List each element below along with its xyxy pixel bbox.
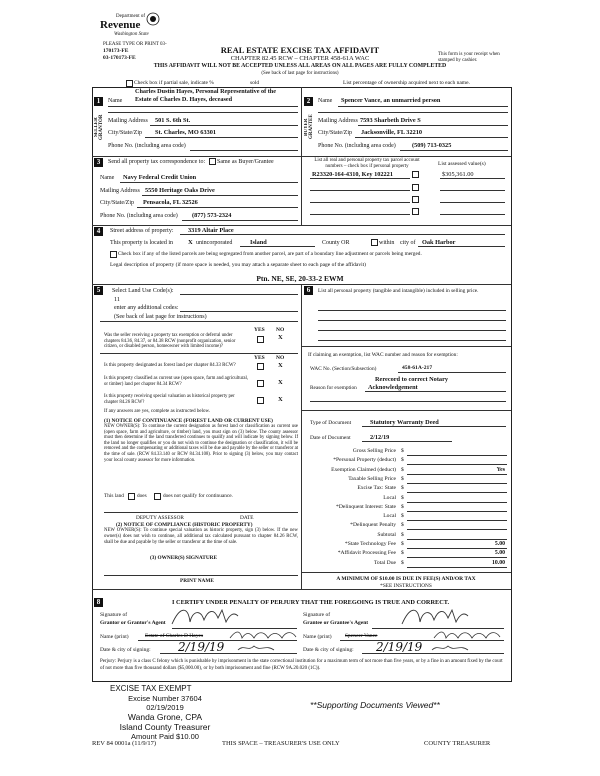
corr-mailing-label: Mailing Address — [100, 188, 140, 194]
grantor-print-scribble — [228, 628, 298, 642]
fee-table — [301, 444, 511, 569]
doc-date: 2/12/19 — [370, 434, 390, 441]
corr-name-label: Name — [100, 175, 115, 181]
doc-date-label: Date of Document — [310, 435, 351, 441]
no-header-1: NO — [276, 327, 285, 333]
fee-underline — [407, 492, 507, 493]
section-8-number: 8 — [94, 598, 103, 607]
reason-line2: Acknowledgement — [368, 384, 418, 391]
rev-number: REV 84 0001a (11/9/17) — [92, 740, 157, 747]
grantee-date: 2/19/19 — [376, 640, 423, 654]
section-4-number: 4 — [94, 227, 103, 236]
reason-line1: Rerecord to correct Notary — [375, 376, 449, 383]
fee-currency: $ — [401, 448, 404, 454]
parcel-header: List all real and personal property tax parcel account numbers – check box if personal property — [314, 158, 420, 169]
fee-underline — [407, 548, 507, 549]
q1-text: Was the seller receiving a property tax exemption or deferral under chapters 84.36, 84.37, or 84.38 RCW (nonprofit organization, senior citizen, or disabled person, homeowner with limited income)? — [104, 333, 236, 349]
form-see-back: (See back of last page for instructions) — [261, 71, 339, 76]
segregated-checkbox[interactable] — [110, 251, 117, 258]
fee-underline — [407, 520, 507, 521]
supporting-docs-note: **Supporting Documents Viewed** — [310, 700, 440, 710]
buyer-side-label — [304, 110, 314, 144]
fee-currency: $ — [401, 466, 404, 473]
grantee-sig-label1: Signature of — [303, 612, 331, 618]
grantor-name-label: Name (print) — [100, 634, 129, 640]
section-6-number: 6 — [304, 286, 313, 295]
receipt-note: This form is your receipt when stamped by cashier. — [438, 52, 500, 63]
q2-text: Is this property designated as forest land per chapter 84.33 RCW? — [104, 363, 236, 368]
legal-desc: Ptn. NE, SE, 20-33-2 EWM — [256, 274, 344, 283]
seller-name-label: Name — [108, 98, 123, 104]
compliance-title: (2) NOTICE OF COMPLIANCE (HISTORIC PROPERTY) — [116, 522, 253, 528]
yes-header-2: YES — [254, 355, 265, 361]
grantee-city-scribble — [430, 642, 470, 654]
wac-value: 458-61A-217 — [402, 365, 433, 371]
q4-answer: X — [278, 396, 283, 403]
exemption-claim-text: If claiming an exemption, list WAC number and reason for exemption: — [308, 352, 458, 358]
yes-header-1: YES — [254, 327, 265, 333]
grantor-signature-scribble — [170, 604, 240, 630]
land-use-see-back: (See back of last page for instructions) — [114, 314, 207, 320]
grantor-sig-label1: Signature of — [100, 612, 128, 618]
buyer-name-label: Name — [318, 98, 333, 104]
fee-underline — [407, 464, 507, 465]
seller-city-label: City/State/Zip — [108, 130, 142, 136]
section-3-number: 3 — [94, 158, 103, 167]
q2-answer: X — [278, 362, 283, 369]
buyer-mailing-label: Mailing Address — [318, 118, 358, 124]
fee-currency: $ — [401, 494, 404, 501]
fee-label: Local — [383, 513, 396, 520]
partial-sale-label: Check box if partial sale, indicate % — [134, 80, 214, 86]
fee-underline — [407, 511, 507, 512]
does-not-label: does not qualify for continuance. — [163, 493, 233, 499]
form-chapter: CHAPTER 82.45 RCW – CHAPTER 458-61A WAC — [230, 55, 370, 62]
assessed-header: List assessed value(s) — [438, 161, 486, 167]
seller-phone-label: Phone No. (including area code) — [108, 143, 186, 149]
city-of-label: city of — [400, 240, 416, 246]
deputy-assessor-label: DEPUTY ASSESSOR — [136, 515, 184, 521]
fee-underline — [407, 567, 507, 568]
no-header-2: NO — [276, 355, 285, 361]
buyer-phone-label: Phone No. (including area code) — [318, 143, 396, 149]
grantor-name: Estate of Charles D Hayes — [145, 633, 204, 639]
fee-underline — [407, 539, 507, 540]
fee-label: *Affidavit Processing Fee — [337, 550, 396, 557]
compliance-text: NEW OWNER(S): To continue special valuation as historic property, sign (3) below. If the new owner(s) does not wish to continue, all additional tax calculated pursuant to chapter 84.26 RCW, shall be due and payable by the seller or transferor at the time of sale. — [104, 528, 298, 545]
parcel-personal-checkbox-2[interactable] — [412, 184, 419, 191]
land-use-code: 11 — [114, 296, 121, 303]
fee-label: Taxable Selling Price — [348, 475, 396, 482]
land-use-label: Select Land Use Code(s): — [112, 288, 174, 294]
same-as-buyer-checkbox[interactable] — [209, 158, 216, 165]
corr-name: Navy Federal Credit Union — [123, 174, 197, 181]
dor-logo — [100, 14, 152, 44]
grantor-date-label: Date & city of signing: — [100, 647, 151, 653]
land-does-label: This land — [104, 493, 124, 499]
buyer-side-label1: BUYER — [304, 118, 309, 136]
fee-value: Yes — [496, 466, 505, 473]
legal-desc-label: Legal description of property (if more space is needed, you may attach a separate sheet to each page of the affidavit) — [110, 262, 366, 268]
seller-side-label — [94, 110, 104, 144]
reason-label: Reason for exemption — [310, 385, 357, 391]
section-5-number: 5 — [94, 286, 103, 295]
grantee-date-label: Date & city of signing: — [303, 647, 354, 653]
q4-yes-checkbox[interactable] — [257, 397, 264, 404]
corr-city-label: City/State/Zip — [100, 200, 134, 206]
does-label: does — [137, 493, 147, 499]
fee-label: *State Technology Fee — [344, 541, 396, 547]
section-2-number: 2 — [304, 97, 313, 106]
q1-yes-checkbox[interactable] — [257, 336, 264, 343]
grantor-sig-label2: Grantor or Grantor's Agent — [100, 620, 166, 626]
corr-phone: (877) 573-2324 — [192, 212, 232, 219]
deputy-date-label: DATE — [240, 515, 254, 521]
seller-side-label1: SELLER — [94, 117, 99, 137]
sold-label: sold — [250, 80, 260, 86]
q4-text: Is this property receiving special valuation as historical property per chapter 84.26 RCW? — [104, 394, 235, 405]
fee-value: 5.00 — [494, 550, 505, 557]
fee-currency: $ — [401, 522, 404, 529]
personal-property-text: List all personal property (tangible and intangible) included in selling price. — [318, 288, 479, 294]
county-value: Island — [250, 239, 267, 246]
fee-underline — [407, 483, 507, 484]
partial-sale-checkbox[interactable] — [126, 80, 133, 87]
stamp-line1: EXCISE TAX EXEMPT — [110, 684, 192, 693]
fee-underline — [407, 455, 507, 456]
q3-text: Is this property classified as current use (open space, farm and agricultural, or timber) land per chapter 84.34 RCW? — [104, 376, 248, 387]
does-not-qualify-checkbox[interactable] — [154, 493, 161, 500]
fee-value: 5.00 — [494, 541, 505, 547]
stamp-line4: Wanda Grone, CPA — [127, 712, 203, 722]
buyer-phone: (509) 713-0325 — [412, 142, 452, 149]
seller-city: St. Charles, MO 63301 — [155, 129, 217, 136]
correspondence-label: Send all property tax correspondence to: — [108, 159, 206, 165]
fee-currency: $ — [401, 559, 404, 566]
owner-signature-label: (3) OWNER(S) SIGNATURE — [150, 555, 217, 561]
stamp-line5: Island County Treasurer — [119, 722, 211, 732]
grantor-city-scribble — [236, 642, 276, 654]
seller-mailing: 501 S. 6th St. — [155, 117, 191, 124]
treasurer-use-only: THIS SPACE – TREASURER'S USE ONLY — [222, 740, 340, 747]
grantee-print-scribble — [432, 628, 502, 642]
form-title: REAL ESTATE EXCISE TAX AFFIDAVIT — [220, 45, 380, 55]
assessed-value: $305,361.00 — [442, 171, 474, 178]
seller-mailing-label: Mailing Address — [108, 118, 148, 124]
wac-label: WAC No. (Section/Subsection) — [310, 366, 377, 372]
unincorporated-label: unincorporated — [196, 240, 233, 246]
fee-label: Subtotal — [377, 531, 396, 538]
corr-city: Pensacola, FL 32526 — [143, 199, 198, 206]
fee-underline — [407, 529, 507, 530]
q3-answer: X — [278, 379, 283, 386]
dor-logo-text3: Washington State — [114, 32, 149, 37]
located-text: This property is located in — [110, 240, 173, 246]
parcel-personal-checkbox-3[interactable] — [412, 196, 419, 203]
fee-label: Total Due — [373, 559, 396, 566]
buyer-mailing: 7593 Sharbeth Drive S — [360, 117, 421, 124]
q1-answer: X — [278, 334, 283, 341]
if-yes-text: If any answers are yes, complete as instructed below. — [104, 409, 211, 414]
print-type-note: PLEASE TYPE OR PRINT 03- — [103, 42, 167, 47]
dor-logo-text1: Department of — [116, 14, 146, 19]
fee-underline — [407, 502, 507, 503]
fee-currency: $ — [401, 550, 404, 557]
minimum-note: A MINIMUM OF $10.00 IS DUE IN FEE(S) AND/OR TAX — [336, 576, 476, 582]
stamp-line2: Excise Number 37604 — [128, 694, 202, 703]
fee-label: Excise Tax: State — [357, 485, 396, 492]
parcel-number: R23320-164-4310, Key 102221 — [312, 171, 393, 178]
continuance-text: NEW OWNER(S): To continue the current designation as forest land or classification as current use (open space, farm and agriculture, or timber) land, you must sign on (3) below. The county assessor must then determine if the land transferred continues to qualify and will indicate by signing below. If the land no longer qualifies or you do not wish to continue the designation or classification, it will be removed and the compensating or additional taxes will be due and payable by the seller or transferor at the time of sale. (RCW 84.33.140 or RCW 84.34.108). Prior to signing (3) below, you may contact your local county assessor for more information. — [104, 424, 298, 463]
grantee-name: Spencer Vance — [345, 633, 378, 639]
fee-currency: $ — [401, 541, 404, 547]
continuance-title: (1) NOTICE OF CONTINUANCE (FOREST LAND OR CURRENT USE) — [104, 418, 273, 424]
buyer-name: Spencer Vance, an unmarried person — [341, 97, 441, 104]
grantee-name-label: Name (print) — [303, 634, 332, 640]
form-warning: THIS AFFIDAVIT WILL NOT BE ACCEPTED UNLESS ALL AREAS ON ALL PAGES ARE FULLY COMPLETED — [153, 63, 447, 69]
fee-label: *Delinquent Interest: State — [336, 503, 396, 510]
segregated-label: Check box if any of the listed parcels are being segregated from another parcel, are part of a boundary line adjustment or parcels being merged. — [118, 251, 422, 257]
buyer-city-label: City/State/Zip — [318, 130, 352, 136]
city-value: Oak Harbor — [422, 239, 456, 246]
section-1-number: 1 — [94, 97, 103, 106]
dor-logo-text2: Revenue — [100, 19, 141, 31]
seller-name: Charles Dustin Hayes, Personal Representative of the — [135, 88, 276, 95]
print-name-label: PRINT NAME — [180, 578, 214, 584]
grantee-sig-label2: Grantee or Grantee's Agent — [303, 620, 369, 626]
form-id1: 170173-FE — [103, 48, 129, 54]
grantee-signature-scribble — [400, 604, 470, 630]
certify-text: I CERTIFY UNDER PENALTY OF PERJURY THAT THE FOREGOING IS TRUE AND CORRECT. — [172, 599, 450, 606]
fee-label: Gross Selling Price — [352, 448, 396, 454]
parcel-personal-checkbox-4[interactable] — [412, 208, 419, 215]
washington-seal-icon — [146, 12, 160, 26]
fee-currency: $ — [401, 485, 404, 492]
fee-label: Local — [383, 494, 396, 501]
seller-side-label2: GRANTOR — [99, 114, 104, 140]
fee-label: Exemption Claimed (deduct) — [331, 466, 396, 473]
corr-mailing: 5550 Heritage Oaks Drive — [145, 187, 215, 194]
located-mark: X — [188, 239, 193, 246]
fee-label: *Personal Property (deduct) — [333, 457, 396, 464]
perjury-text: Perjury: Perjury is a class C felony which is punishable by imprisonment in the state correctional institution for a maximum term of not more than five years, or by a fine in an amount fixed by the court of not more than five thousand dollars ($5,000.00), or by both imprisonment and fine (RCW 9A.20.020 (1C)). — [100, 659, 503, 671]
street-label: Street address of property: — [110, 228, 174, 234]
seller-name-line2: Estate of Charles D. Hayes, deceased — [135, 96, 233, 103]
fee-currency: $ — [401, 503, 404, 510]
fee-value: 10.00 — [491, 559, 505, 566]
does-qualify-checkbox[interactable] — [128, 493, 135, 500]
county-or-label: County OR — [322, 240, 350, 246]
fee-label: *Delinquent Penalty — [350, 522, 396, 529]
buyer-city: Jacksonville, FL 32210 — [361, 129, 423, 136]
stamp-line3: 02/19/2019 — [146, 703, 184, 712]
street-address: 3319 Altair Place — [188, 227, 234, 234]
see-instructions: *SEE INSTRUCTIONS — [380, 583, 432, 589]
county-treasurer-label: COUNTY TREASURER — [424, 740, 491, 747]
buyer-side-label2: GRANTEE — [309, 114, 314, 140]
doc-type: Statutory Warranty Deed — [370, 419, 439, 426]
parcel-personal-checkbox-1[interactable] — [412, 171, 419, 178]
grantor-date: 2/19/19 — [178, 640, 225, 654]
q2-yes-checkbox[interactable] — [257, 363, 264, 370]
fee-currency: $ — [401, 531, 404, 538]
fee-underline — [407, 474, 507, 475]
fee-currency: $ — [401, 475, 404, 482]
fee-currency: $ — [401, 457, 404, 464]
ownership-note: List percentage of ownership acquired next to each name. — [343, 80, 470, 86]
stamp-line6: Amount Paid $10.00 — [131, 732, 199, 741]
q3-yes-checkbox[interactable] — [257, 380, 264, 387]
within-city-checkbox[interactable] — [371, 239, 378, 246]
additional-codes-label: enter any additional codes: — [114, 305, 179, 311]
fee-underline — [407, 557, 507, 558]
doc-type-label: Type of Document — [310, 420, 352, 426]
form-id2: 03-170173-FE — [103, 55, 136, 61]
fee-currency: $ — [401, 513, 404, 520]
within-label: within — [379, 240, 395, 246]
corr-phone-label: Phone No. (including area code) — [100, 213, 178, 219]
same-as-buyer-label: Same as Buyer/Grantee — [217, 159, 274, 165]
